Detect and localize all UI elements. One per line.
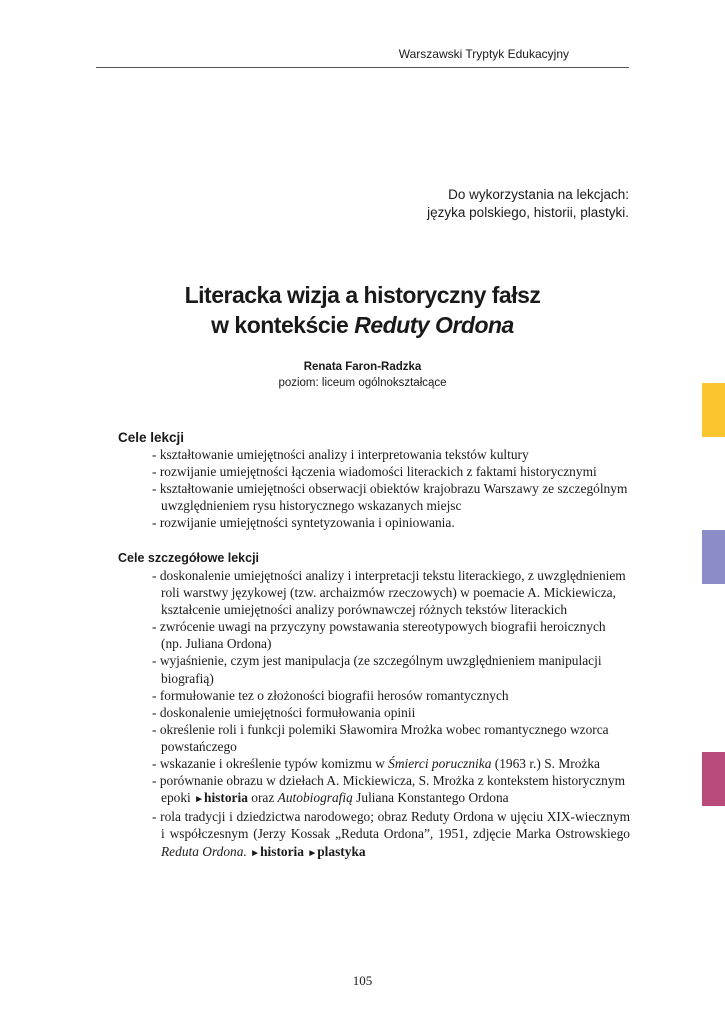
list-item: - doskonalenie umiejętności formułowania opinii	[152, 704, 630, 721]
subject-tag-history: historia	[204, 790, 248, 806]
title-line-2	[96, 310, 629, 340]
title-line-2-italic: Reduty Ordona	[354, 312, 514, 338]
goals-list	[152, 446, 630, 531]
list-item: - kształtowanie umiejętności analizy i interpretowania tekstów kultury	[152, 446, 630, 463]
item-italic-title: Reduta Ordona.	[161, 843, 247, 859]
item-text: Juliana Konstantego Ordona	[352, 790, 509, 806]
arrow-icon: ►	[194, 794, 205, 806]
header-rule	[96, 67, 629, 68]
list-item: - formułowanie tez o złożoności biografii herosów romantycznych	[152, 687, 630, 704]
item-text: oraz	[247, 790, 278, 806]
list-item	[152, 755, 630, 772]
arrow-icon: ►	[250, 847, 261, 859]
subject-tag-history: historia	[260, 843, 304, 859]
list-item: - kształtowanie umiejętności obserwacji obiektów krajobrazu Warszawy ze szczególnym uwzględnieniem rysu historycznego wskazanych miejsc	[152, 480, 630, 514]
running-header: Warszawski Tryptyk Edukacyjny	[398, 47, 569, 61]
item-text: rola tradycji i dziedzictwa narodowego; obraz Reduty Ordona w ujęciu XIX-wiecznym i współczesnym (Jerzy Kossak „Reduta Ordona”, 1951, zdjęcie Marka Ostrowskiego	[160, 809, 631, 842]
list-item: - rozwijanie umiejętności łączenia wiadomości literackich z faktami historycznymi	[152, 463, 630, 480]
side-tab-purple	[702, 530, 725, 584]
page-number: 105	[352, 973, 373, 988]
list-item: - rozwijanie umiejętności syntetyzowania i opiniowania.	[152, 514, 630, 531]
page-title	[96, 280, 629, 340]
usage-line-1: Do wykorzystania na lekcjach:	[448, 187, 629, 202]
author-level: poziom: liceum ogólnokształcące	[278, 377, 447, 389]
list-item: - wyjaśnienie, czym jest manipulacja (ze szczególnym uwzględnieniem manipulacji biografią)	[152, 652, 630, 686]
item-text: porównanie obrazu w dziełach A. Mickiewicza, S. Mrożka z kontekstem historycznym epoki	[159, 773, 625, 806]
goals-heading: Cele lekcji	[118, 430, 185, 445]
arrow-icon: ►	[307, 847, 318, 859]
list-item: - określenie roli i funkcji polemiki Sławomira Mrożka wobec romantycznego wzorca powstańczego	[152, 721, 630, 755]
list-item: - zwrócenie uwagi na przyczyny powstawania stereotypowych biografii heroicznych (np. Juliana Ordona)	[152, 618, 630, 652]
title-line-1: Literacka wizja a historyczny fałsz	[184, 282, 541, 308]
side-tab-magenta	[702, 752, 725, 806]
list-item	[152, 808, 630, 861]
title-line-2-prefix: w kontekście	[211, 312, 355, 338]
item-italic-title: Śmierci porucznika	[388, 756, 492, 772]
detailed-goals-heading: Cele szczegółowe lekcji	[118, 551, 260, 565]
item-text: (1963 r.) S. Mrożka	[491, 756, 601, 772]
subject-tag-art: plastyka	[317, 843, 366, 859]
author-block	[96, 359, 629, 391]
usage-note	[427, 186, 629, 222]
list-item: - doskonalenie umiejętności analizy i interpretacji tekstu literackiego, z uwzględnieniem roli warstwy językowej (tzw. archaizmów rzeczowych) w poemacie A. Mickiewicza, kształcenie umiejętności analizy porównawczej różnych tekstów literackich	[152, 567, 630, 618]
side-tab-yellow	[702, 383, 725, 437]
list-item	[152, 772, 630, 808]
item-text: wskazanie i określenie typów komizmu w	[159, 756, 389, 772]
usage-line-2: języka polskiego, historii, plastyki.	[427, 205, 629, 220]
author-name: Renata Faron-Radzka	[303, 361, 422, 373]
detailed-goals-list	[152, 567, 630, 862]
item-italic-title: Autobiografią	[277, 790, 353, 806]
